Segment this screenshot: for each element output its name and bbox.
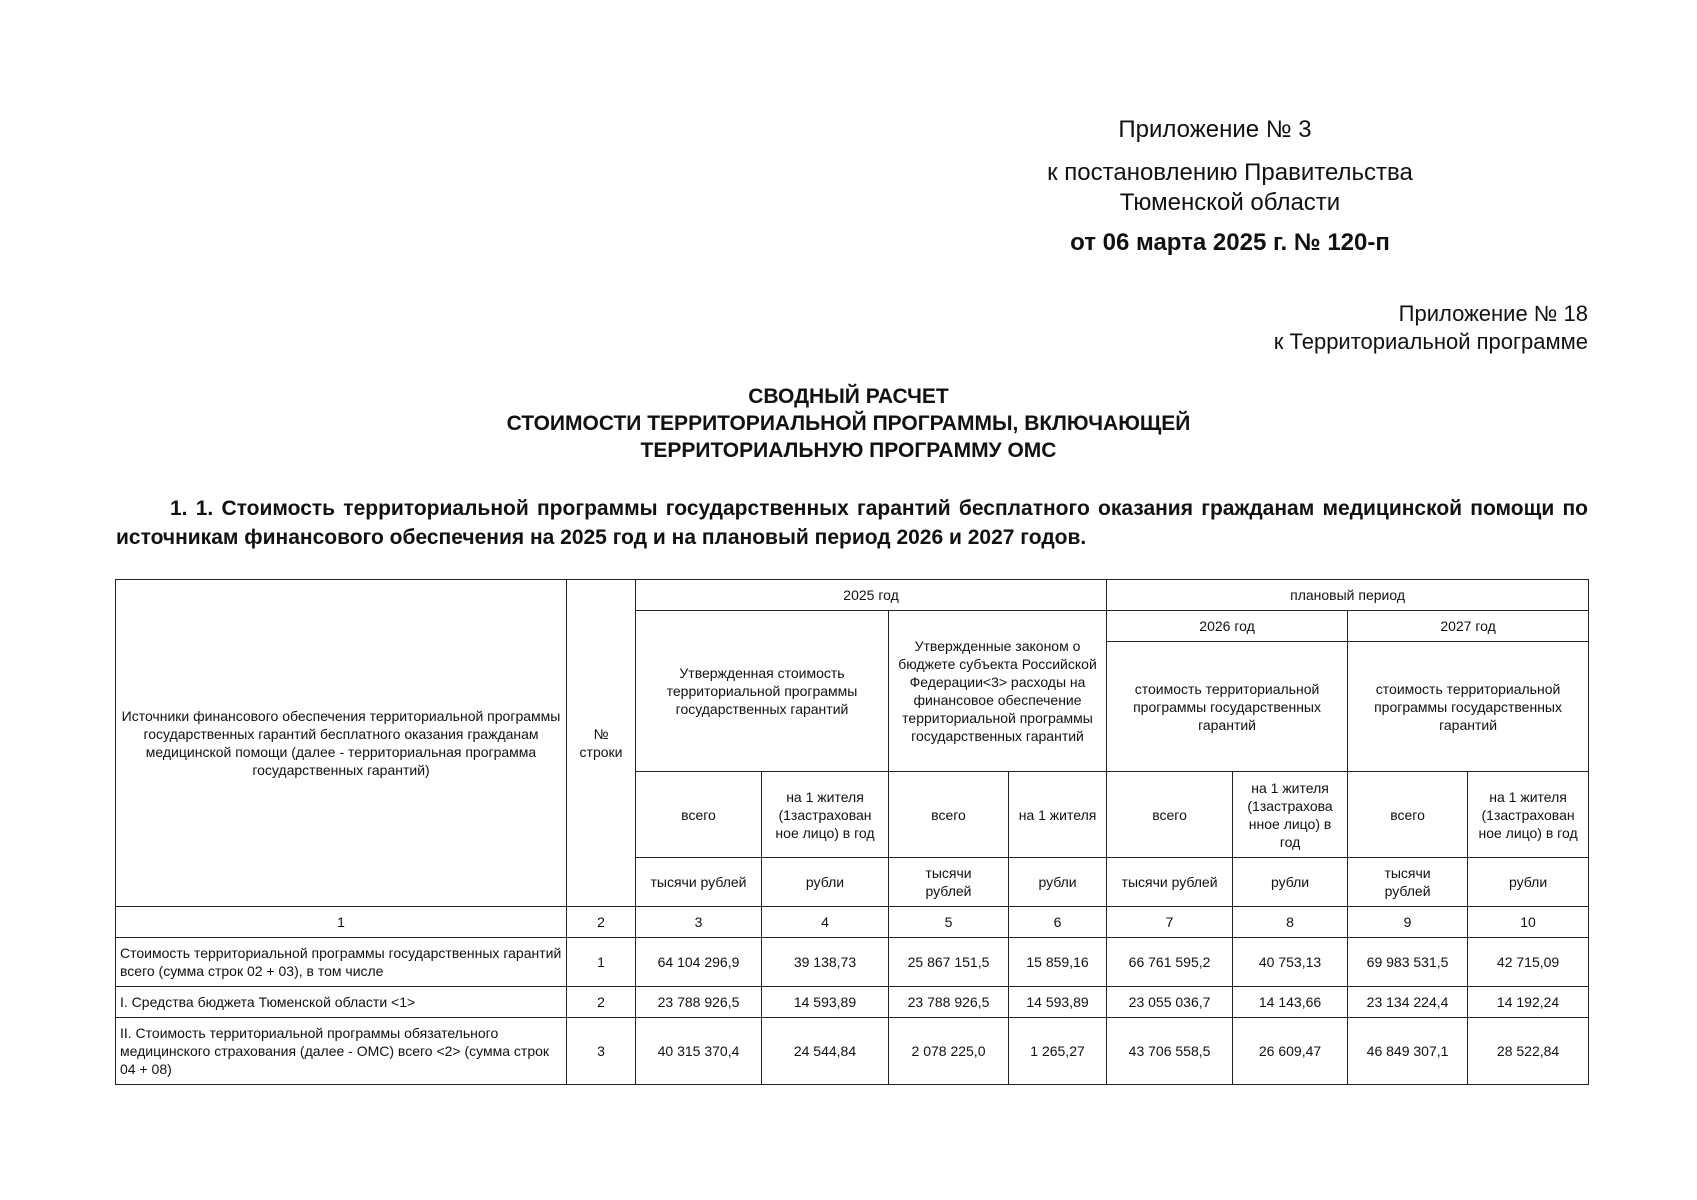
approved-cost-header: Утвержденная стоимость территориальной программы государственных гарантий [636, 611, 889, 772]
resolution-date-number: от 06 марта 2025 г. № 120-п [1070, 229, 1390, 256]
value-cell: 42 715,09 [1468, 938, 1589, 987]
per-insured-header: на 1 жителя (1застрахова нное лицо) в год [1233, 772, 1348, 858]
header-row-1 [116, 580, 1589, 611]
per-resident-header: на 1 жителя [1009, 772, 1107, 858]
cost-2026-header: стоимость территориальной программы государственных гарантий [1107, 642, 1348, 772]
value-cell: 14 593,89 [762, 987, 889, 1018]
total-header: всего [1107, 772, 1233, 858]
per-insured-header: на 1 жителя (1застрахован ное лицо) в год [762, 772, 889, 858]
year-2025-header: 2025 год [636, 580, 1107, 611]
document-title-line-1: СВОДНЫЙ РАСЧЕТ [748, 385, 949, 408]
value-cell: 2 078 225,0 [889, 1018, 1009, 1085]
document-title-line-2: СТОИМОСТИ ТЕРРИТОРИАЛЬНОЙ ПРОГРАММЫ, ВКЛЮЧАЮЩЕЙ [506, 412, 1191, 435]
row-label: II. Стоимость территориальной программы обязательного медицинского страхования (далее - ОМС) всего <2> (сумма строк 04 + 08) [116, 1018, 567, 1085]
column-number: 9 [1348, 907, 1468, 938]
unit-cell: рубли [1233, 858, 1348, 907]
value-cell: 69 983 531,5 [1348, 938, 1468, 987]
unit-cell: тысячи рублей [889, 858, 1009, 907]
source-column-header: Источники финансового обеспечения территориальной программы государственных гарантий бесплатного оказания гражданам медицинской помощи (далее - территориальная программа государственных гарантий) [116, 580, 567, 907]
value-cell: 40 315 370,4 [636, 1018, 762, 1085]
column-number: 3 [636, 907, 762, 938]
row-label: I. Средства бюджета Тюменской области <1> [116, 987, 567, 1018]
resolution-reference: к постановлению Правительства [1047, 159, 1413, 186]
column-number-row [116, 907, 1589, 938]
table-row [116, 938, 1589, 987]
value-cell: 14 143,66 [1233, 987, 1348, 1018]
table-row [116, 987, 1589, 1018]
planning-period-header: плановый период [1107, 580, 1589, 611]
column-number: 1 [116, 907, 567, 938]
total-header: всего [889, 772, 1009, 858]
table-row [116, 1018, 1589, 1085]
row-label: Стоимость территориальной программы государственных гарантий всего (сумма строк 02 + 03), в том числе [116, 938, 567, 987]
document-title-line-3: ТЕРРИТОРИАЛЬНУЮ ПРОГРАММУ ОМС [640, 439, 1057, 462]
column-number: 6 [1009, 907, 1107, 938]
value-cell: 14 192,24 [1468, 987, 1589, 1018]
row-number: 3 [567, 1018, 636, 1085]
region-name: Тюменской области [1119, 189, 1341, 216]
value-cell: 1 265,27 [1009, 1018, 1107, 1085]
unit-cell: тысячи рублей [636, 858, 762, 907]
value-cell: 39 138,73 [762, 938, 889, 987]
appendix18-number: Приложение № 18 [1398, 301, 1588, 326]
value-cell: 46 849 307,1 [1348, 1018, 1468, 1085]
per-insured-header: на 1 жителя (1застрахован ное лицо) в год [1468, 772, 1589, 858]
total-header: всего [636, 772, 762, 858]
unit-cell: рубли [762, 858, 889, 907]
column-number: 10 [1468, 907, 1589, 938]
column-number: 8 [1233, 907, 1348, 938]
value-cell: 23 055 036,7 [1107, 987, 1233, 1018]
value-cell: 23 788 926,5 [636, 987, 762, 1018]
approved-by-law-header: Утвержденные законом о бюджете субъекта Российской Федерации<3> расходы на финансовое обеспечение территориальной программы государственных гарантий [889, 611, 1107, 772]
row-number: 2 [567, 987, 636, 1018]
value-cell: 15 859,16 [1009, 938, 1107, 987]
value-cell: 24 544,84 [762, 1018, 889, 1085]
section-heading: 1. 1. Стоимость территориальной программы государственных гарантий бесплатного оказания гражданам медицинской помощи по источникам финансового обеспечения на 2025 год и на плановый период 2026 и 2027 годов. [116, 497, 1588, 549]
unit-cell: рубли [1009, 858, 1107, 907]
column-number: 2 [567, 907, 636, 938]
value-cell: 64 104 296,9 [636, 938, 762, 987]
appendix18-reference: к Территориальной программе [1273, 329, 1588, 354]
row-number: 1 [567, 938, 636, 987]
unit-cell: рубли [1468, 858, 1589, 907]
value-cell: 23 788 926,5 [889, 987, 1009, 1018]
value-cell: 14 593,89 [1009, 987, 1107, 1018]
appendix-number: Приложение № 3 [1118, 116, 1312, 143]
total-header: всего [1348, 772, 1468, 858]
column-number: 5 [889, 907, 1009, 938]
value-cell: 43 706 558,5 [1107, 1018, 1233, 1085]
unit-cell: тысячи рублей [1107, 858, 1233, 907]
cost-table [115, 579, 1589, 1085]
value-cell: 26 609,47 [1233, 1018, 1348, 1085]
value-cell: 28 522,84 [1468, 1018, 1589, 1085]
value-cell: 66 761 595,2 [1107, 938, 1233, 987]
row-number-column-header: № строки [567, 580, 636, 907]
year-2026-header: 2026 год [1107, 611, 1348, 642]
year-2027-header: 2027 год [1348, 611, 1589, 642]
value-cell: 25 867 151,5 [889, 938, 1009, 987]
unit-cell: тысячи рублей [1348, 858, 1468, 907]
cost-2027-header: стоимость территориальной программы государственных гарантий [1348, 642, 1589, 772]
value-cell: 40 753,13 [1233, 938, 1348, 987]
column-number: 4 [762, 907, 889, 938]
value-cell: 23 134 224,4 [1348, 987, 1468, 1018]
column-number: 7 [1107, 907, 1233, 938]
